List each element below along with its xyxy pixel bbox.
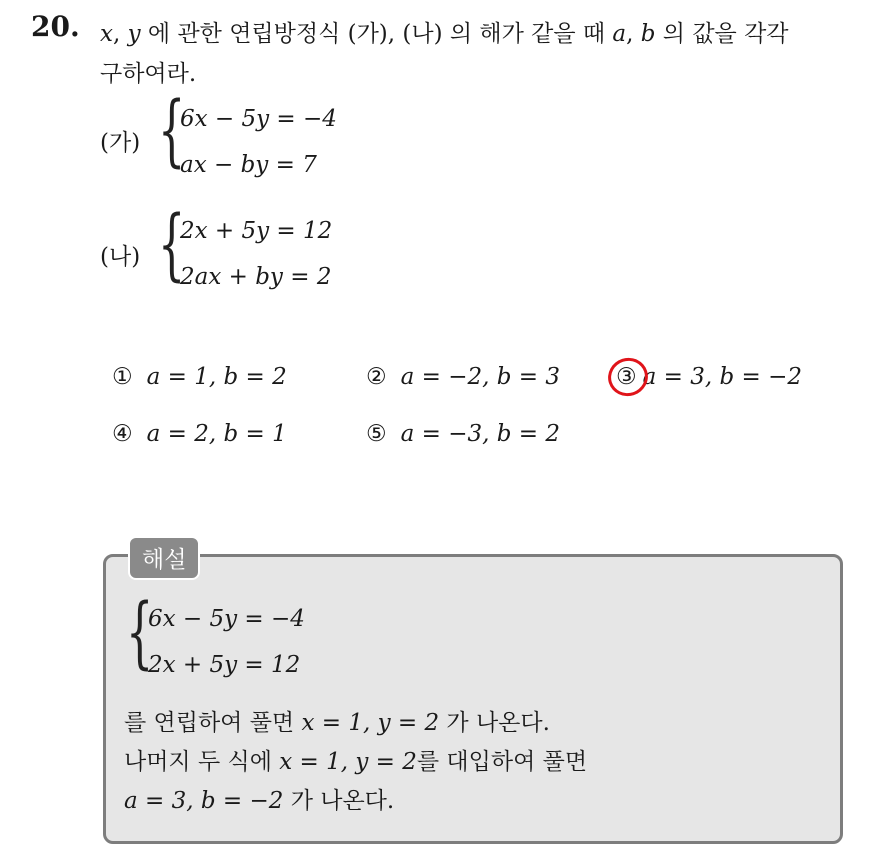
equation-na-2: 2ax + by = 2 — [180, 264, 332, 290]
brace-na: { — [158, 200, 186, 290]
choice-3[interactable]: ③ a = 3, b = −2 — [616, 364, 803, 390]
var-x: x — [100, 21, 113, 47]
solution-tag: 해설 — [128, 536, 200, 580]
choice-1[interactable]: ① a = 1, b = 2 — [112, 364, 287, 390]
choice-5[interactable]: ⑤ a = −3, b = 2 — [366, 421, 561, 447]
question-number: 20. — [31, 10, 80, 43]
solution-brace: { — [126, 588, 154, 678]
choice-4[interactable]: ④ a = 2, b = 1 — [112, 421, 287, 447]
question-text-line2: 구하여라. — [100, 61, 197, 87]
answer-mark-circle — [603, 353, 653, 402]
solution-line-3: a = 3, b = −2 가 나온다. — [124, 788, 395, 814]
system-label-ga: (가) — [100, 130, 141, 156]
solution-line-1: 를 연립하여 풀면 x = 1, y = 2 가 나온다. — [124, 710, 550, 736]
choice-2[interactable]: ② a = −2, b = 3 — [366, 364, 561, 390]
equation-na-1: 2x + 5y = 12 — [180, 218, 333, 244]
var-a: a — [612, 21, 627, 47]
equation-ga-2: ax − by = 7 — [180, 152, 317, 178]
solution-equation-2: 2x + 5y = 12 — [148, 652, 301, 678]
var-y: y — [127, 21, 141, 47]
solution-equation-1: 6x − 5y = −4 — [148, 606, 305, 632]
solution-line-2: 나머지 두 식에 x = 1, y = 2를 대입하여 풀면 — [124, 749, 588, 775]
question-text: x, y 에 관한 연립방정식 (가), (나) 의 해가 같을 때 a, b 의 값을 각각 구하여라. — [100, 21, 789, 87]
system-label-na: (나) — [100, 244, 141, 270]
var-b: b — [640, 21, 656, 47]
brace-ga: { — [158, 86, 186, 176]
equation-ga-1: 6x − 5y = −4 — [180, 106, 337, 132]
